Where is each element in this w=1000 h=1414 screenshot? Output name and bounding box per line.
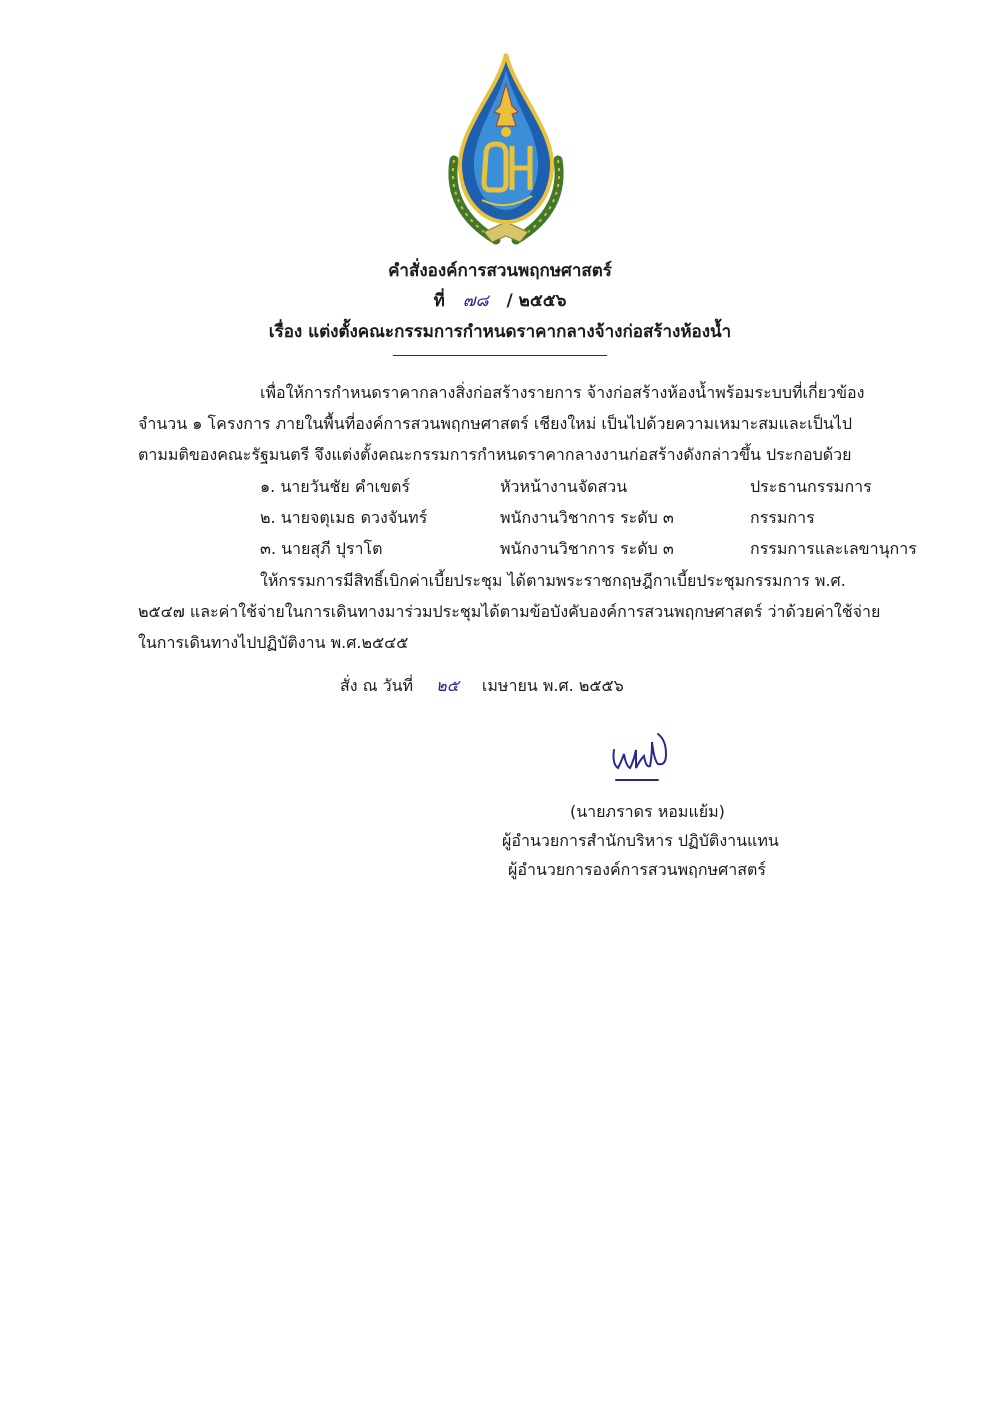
body-paragraph-1 [138,377,908,470]
order-date [340,674,624,699]
committee-member-list [260,471,920,564]
member-role: กรรมการและเลขานุการ [750,539,917,558]
divider [393,355,607,356]
list-item [260,502,920,533]
order-number-year: / ๒๕๕๖ [506,291,567,311]
paragraph-line: เพื่อให้การกำหนดราคากลางสิ่งก่อสร้างรายการ จ้างก่อสร้างห้องน้ำพร้อมระบบที่เกี่ยวข้อง [260,383,865,402]
order-subject: เรื่อง แต่งตั้งคณะกรรมการกำหนดราคากลางจ้างก่อสร้างห้องน้ำ [268,322,732,342]
date-month-year: เมษายน พ.ศ. ๒๕๕๖ [481,676,624,695]
paragraph-line: ตามมติของคณะรัฐมนตรี จึงแต่งตั้งคณะกรรมการกำหนดราคากลางงานก่อสร้างดังกล่าวขึ้น ประกอบด้วย [138,445,852,464]
signatory-name: (นายภราดร หอมแย้ม) [570,802,725,821]
paragraph-line: ๒๕๔๗ และค่าใช้จ่ายในการเดินทางมาร่วมประชุมได้ตามข้อบังคับองค์การสวนพฤกษศาสตร์ ว่าด้วยค่าใช้จ่าย [138,602,881,621]
date-prefix: สั่ง ณ วันที่ [340,676,414,695]
member-name: ๑. นายวันชัย คำเขตร์ [260,477,410,496]
body-paragraph-2 [138,565,908,658]
order-number-line [0,287,1000,314]
paragraph-line: ในการเดินทางไปปฏิบัติงาน พ.ศ.๒๕๔๕ [138,633,409,652]
order-number-prefix: ที่ [433,291,445,311]
paragraph-line: ให้กรรมการมีสิทธิ์เบิกค่าเบี้ยประชุม ได้ตามพระราชกฤษฎีกาเบี้ยประชุมกรรมการ พ.ศ. [260,571,846,590]
member-name: ๓. นายสุภี ปุราโต [260,539,383,558]
member-name: ๒. นายจตุเมธ ดวงจันทร์ [260,508,428,527]
list-item [260,533,920,564]
organization-emblem-logo [436,50,576,250]
handwritten-signature [600,720,690,790]
member-position: พนักงานวิชาการ ระดับ ๓ [500,508,674,527]
member-role: ประธานกรรมการ [750,477,872,496]
member-position: หัวหน้างานจัดสวน [500,477,628,496]
date-day: ๒๕ [436,676,459,695]
member-position: พนักงานวิชาการ ระดับ ๓ [500,539,674,558]
order-number: ๗๘ [462,291,489,311]
member-role: กรรมการ [750,508,815,527]
paragraph-line: จำนวน ๑ โครงการ ภายในพื้นที่องค์การสวนพฤกษศาสตร์ เชียงใหม่ เป็นไปด้วยความเหมาะสมและเป็นไป [138,414,852,433]
list-item [260,471,920,502]
order-title: คำสั่งองค์การสวนพฤกษศาสตร์ [388,261,612,281]
signature-block [470,797,870,884]
signatory-title-1: ผู้อำนวยการสำนักบริหาร ปฏิบัติงานแทน [502,831,779,850]
signatory-title-2: ผู้อำนวยการองค์การสวนพฤกษศาสตร์ [508,860,766,879]
